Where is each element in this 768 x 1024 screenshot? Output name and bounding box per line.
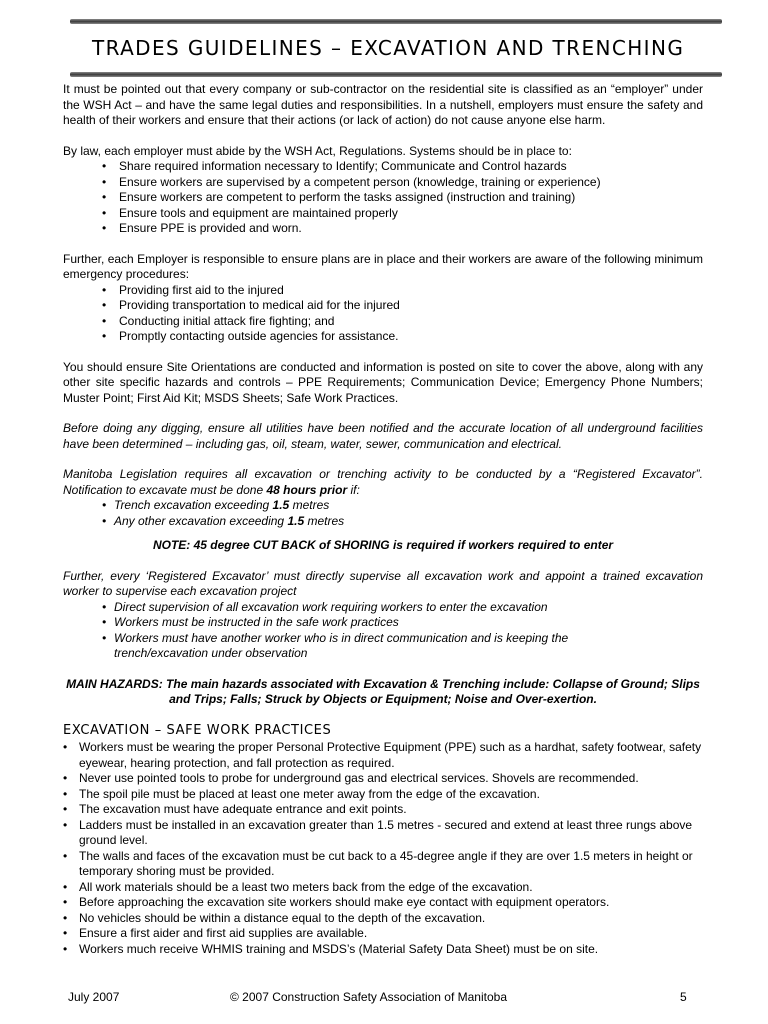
header-rule-top: [70, 19, 722, 24]
list-item: • Ensure workers are competent to perform the tasks assigned (instruction and training): [63, 190, 703, 206]
list-item: • Workers must be instructed in the safe work practices: [63, 615, 623, 631]
list-item: • Ensure PPE is provided and worn.: [63, 221, 703, 237]
list-item: • Direct supervision of all excavation work requiring workers to enter the excavation: [63, 600, 623, 616]
list-item: • Workers must have another worker who is in direct communication and is keeping the trench/excavation under observation: [63, 631, 623, 662]
list-item: • Trench excavation exceeding 1.5 metres: [63, 498, 703, 514]
list-item: • Never use pointed tools to probe for underground gas and electrical services. Shovels are recommended.: [63, 771, 703, 787]
list-item: • Share required information necessary to Identify; Communicate and Control hazards: [63, 159, 703, 175]
list-item: • Ensure tools and equipment are maintained properly: [63, 206, 703, 222]
list-item: • Providing transportation to medical aid for the injured: [63, 298, 703, 314]
legislation-list: [63, 498, 703, 529]
supervise-lead: Further, every ‘Registered Excavator’ must directly supervise all excavation work and appoint a trained excavation worker to supervise each excavation project: [63, 568, 703, 598]
list-item: • Workers much receive WHMIS training and MSDS’s (Material Safety Data Sheet) must be on site.: [63, 942, 703, 958]
page-number: 5: [680, 990, 687, 1004]
supervise-list: [63, 600, 623, 662]
list-item: • No vehicles should be within a distance equal to the depth of the excavation.: [63, 911, 703, 927]
list-item: • Before approaching the excavation site workers should make eye contact with equipment operators.: [63, 895, 703, 911]
bylaw-list: [63, 159, 703, 237]
emergency-list: [63, 283, 703, 345]
list-item: • Conducting initial attack fire fighting; and: [63, 314, 703, 330]
practices-list: [63, 740, 703, 957]
footer-date: July 2007: [68, 990, 120, 1004]
list-item: • All work materials should be a least two meters back from the edge of the excavation.: [63, 880, 703, 896]
intro-paragraph: It must be pointed out that every company or sub-contractor on the residential site is classified as an “employer” under the WSH Act – and have the same legal duties and responsibilities. In a nutshell, employers must ensure the safety and health of their workers and ensure that their actions (or lack of action) do not cause anyone else harm.: [63, 82, 703, 127]
shoring-note: NOTE: 45 degree CUT BACK of SHORING is required if workers required to enter: [152, 538, 614, 552]
footer-copyright: © 2007 Construction Safety Association of Manitoba: [230, 990, 508, 1004]
main-hazards: MAIN HAZARDS: The main hazards associated with Excavation & Trenching include: Collapse of Ground; Slips and Trips; Falls; Struck by Objects or Equipment; Noise and Over-exertion.: [66, 676, 700, 706]
emergency-lead: Further, each Employer is responsible to ensure plans are in place and their workers are aware of the following minimum emergency procedures:: [63, 251, 703, 281]
orientation-paragraph: You should ensure Site Orientations are conducted and information is posted on site to cover the above, along with any other site specific hazards and controls – PPE Requirements; Communication Device; Emergency Phone Numbers; Muster Point; First Aid Kit; MSDS Sheets; Safe Work Practices.: [63, 359, 703, 405]
list-item: • The excavation must have adequate entrance and exit points.: [63, 802, 703, 818]
list-item: • Ensure workers are supervised by a competent person (knowledge, training or experience): [63, 175, 703, 191]
list-item: • The walls and faces of the excavation must be cut back to a 45-degree angle if they are over 1.5 meters in height or temporary shoring must be provided.: [63, 849, 703, 880]
legislation-paragraph: Manitoba Legislation requires all excavation or trenching activity to be conducted by a “Registered Excavator”. Notification to excavate must be done 48 hours prior if:: [63, 467, 703, 497]
page-title: TRADES GUIDELINES – EXCAVATION AND TRENCHING: [92, 36, 685, 60]
header-rule-bottom: [70, 72, 722, 77]
list-item: • The spoil pile must be placed at least one meter away from the edge of the excavation.: [63, 787, 703, 803]
list-item: • Ensure a first aider and first aid supplies are available.: [63, 926, 703, 942]
list-item: • Ladders must be installed in an excavation greater than 1.5 metres - secured and extend at least three rungs above ground level.: [63, 818, 703, 849]
document-body: [63, 82, 703, 957]
bylaw-lead: By law, each employer must abide by the WSH Act, Regulations. Systems should be in place to:: [63, 143, 572, 158]
list-item: • Workers must be wearing the proper Personal Protective Equipment (PPE) such as a hardhat, safety footwear, safety eyewear, hearing protection, and fall protection as required.: [63, 740, 703, 771]
list-item: • Providing first aid to the injured: [63, 283, 703, 299]
list-item: • Any other excavation exceeding 1.5 metres: [63, 514, 703, 530]
digging-paragraph: Before doing any digging, ensure all utilities have been notified and the accurate location of all underground facilities have been determined – including gas, oil, steam, water, sewer, communication and electrical.: [63, 421, 703, 451]
list-item: • Promptly contacting outside agencies for assistance.: [63, 329, 703, 345]
section-heading: EXCAVATION – SAFE WORK PRACTICES: [63, 722, 332, 738]
